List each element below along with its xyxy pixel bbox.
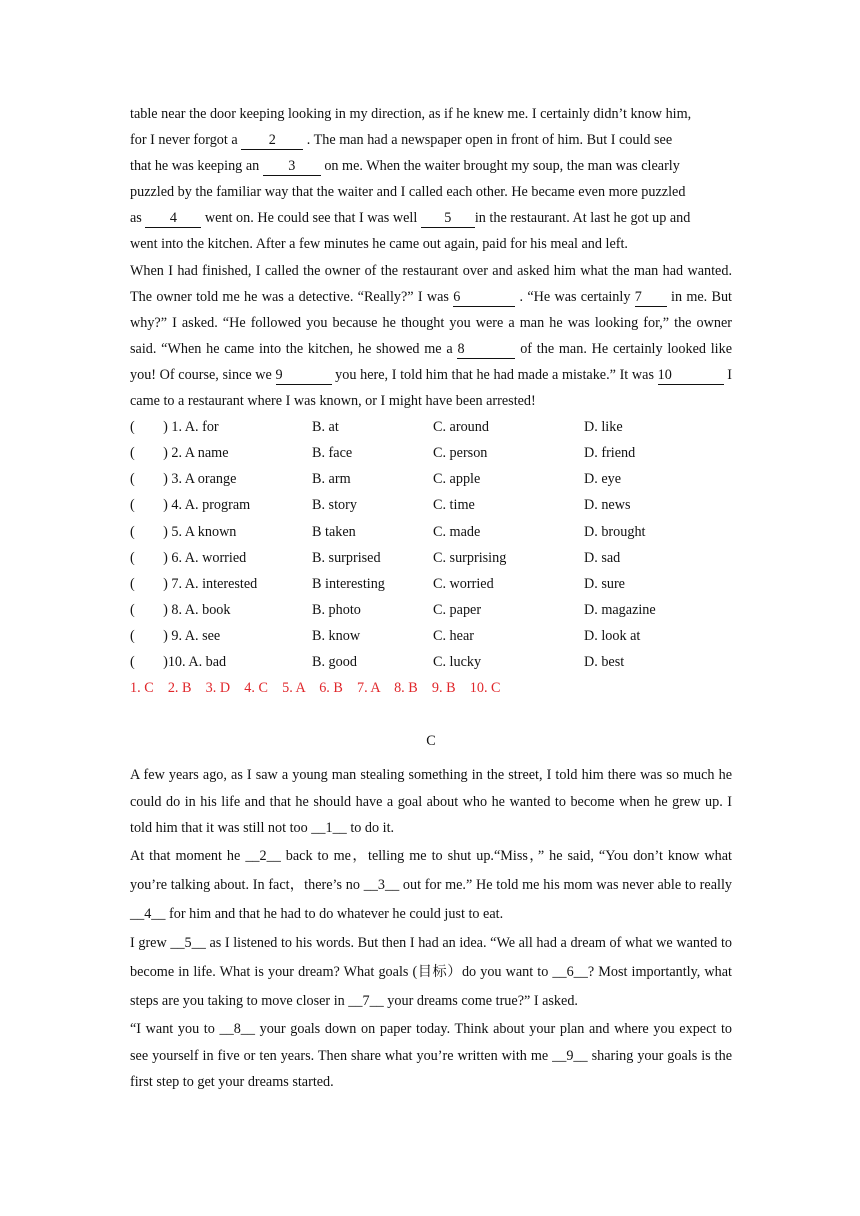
question-number: ( ) 6. A. worried bbox=[130, 549, 247, 566]
question-number: ( )10. A. bad bbox=[130, 653, 227, 670]
option-d: D. sad bbox=[584, 549, 621, 566]
blank-8: 8 bbox=[457, 340, 515, 359]
text: ? Most importantly, what steps are you taking to move closer in bbox=[130, 963, 732, 1009]
options-list bbox=[130, 414, 732, 675]
option-c: C. worried bbox=[433, 575, 494, 592]
option-row-2 bbox=[130, 440, 732, 466]
blank-4: 4 bbox=[145, 209, 201, 228]
option-row-10 bbox=[130, 649, 732, 675]
blank-2: 2 bbox=[241, 131, 303, 150]
option-d: D. sure bbox=[584, 575, 625, 592]
option-d: D. brought bbox=[584, 523, 646, 540]
text: I grew bbox=[130, 934, 171, 951]
text: as bbox=[130, 210, 146, 227]
answer-key: 1. C 2. B 3. D 4. C 5. A 6. B 7. A 8. B 9. B 10. C bbox=[130, 680, 501, 697]
option-c: C. apple bbox=[433, 471, 481, 488]
text: out for me.” He told me his mom was never able to really bbox=[399, 876, 732, 893]
passage-b-line-1 bbox=[130, 101, 732, 127]
text: in the restaurant. At last he got up and bbox=[474, 210, 691, 227]
blank-c-3: __3__ bbox=[363, 876, 400, 893]
text: table near the door keeping looking in my direction, as if he knew me. I certainly didn’t know him, bbox=[130, 106, 692, 122]
option-row-5 bbox=[130, 519, 732, 545]
option-c: C. person bbox=[433, 445, 488, 462]
option-d: D. friend bbox=[584, 445, 636, 462]
blank-c-7: __7__ bbox=[348, 992, 384, 1009]
text: went on. He could see that I was well bbox=[201, 210, 421, 227]
blank-c-6: __6__ bbox=[552, 963, 588, 980]
option-row-7 bbox=[130, 571, 732, 597]
question-number: ( ) 9. A. see bbox=[130, 627, 221, 644]
option-d: D. eye bbox=[584, 471, 622, 488]
document-page bbox=[130, 101, 732, 1096]
text: to do it. bbox=[346, 820, 395, 837]
passage-c bbox=[130, 762, 732, 1096]
option-c: C. surprising bbox=[433, 549, 507, 566]
text: that he was keeping an bbox=[130, 158, 263, 175]
text: . The man had a newspaper open in front of him. But I could see bbox=[303, 132, 673, 149]
option-b: B. at bbox=[312, 419, 339, 436]
option-d: D. best bbox=[584, 653, 625, 670]
passage-c-paragraph-1 bbox=[130, 762, 732, 842]
option-b: B. know bbox=[312, 627, 361, 644]
text: in me. But why?” I asked. “He followed you because he thought you were a man he was looking for,” the owner said. “When he came into the kitchen, he showed me a bbox=[130, 288, 732, 357]
text: as I listened to his words. But then I had an idea. “We all had a dream of what we wanted to become in life. What is your dream? What goals (目标）do you want to bbox=[130, 934, 732, 980]
blank-9: 9 bbox=[276, 366, 332, 385]
text: of the man. He certainly looked like you! Of course, since we bbox=[130, 340, 733, 383]
option-c: C. time bbox=[433, 497, 475, 514]
blank-3: 3 bbox=[263, 157, 321, 176]
passage-c-paragraph-2 bbox=[130, 842, 732, 929]
text: your goals down on paper today. Think about your plan and where you expect to see yourself in five or ten years. Then share what you’re written with me bbox=[130, 1020, 732, 1064]
question-number: ( ) 1. A. for bbox=[130, 419, 219, 436]
text: went into the kitchen. After a few minutes he came out again, paid for his meal and left. bbox=[130, 236, 628, 253]
option-d: D. like bbox=[584, 419, 623, 436]
question-number: ( ) 3. A orange bbox=[130, 471, 237, 488]
question-number: ( ) 2. A name bbox=[130, 445, 229, 462]
option-row-1 bbox=[130, 414, 732, 440]
text: back to me，telling me to shut up.“Miss，” he said, “You don’t know what you’re talking about. In fact，there’s no bbox=[130, 847, 732, 893]
text: . “He was certainly bbox=[515, 288, 635, 305]
option-b: B. face bbox=[312, 445, 353, 462]
blank-c-4: __4__ bbox=[130, 905, 166, 922]
text: puzzled by the familiar way that the waiter and I called each other. He became even more puzzled bbox=[130, 184, 686, 201]
passage-b-line-3 bbox=[130, 153, 732, 179]
blank-10: 10 bbox=[658, 366, 724, 385]
blank-7: 7 bbox=[635, 288, 667, 307]
option-c: C. made bbox=[433, 523, 481, 540]
blank-6: 6 bbox=[453, 288, 515, 307]
text: you here, I told him that he had made a mistake.” It was bbox=[331, 366, 658, 383]
option-b: B. story bbox=[312, 497, 357, 514]
option-c: C. lucky bbox=[433, 653, 482, 670]
option-d: D. magazine bbox=[584, 601, 656, 618]
text: At that moment he bbox=[130, 847, 246, 864]
option-row-3 bbox=[130, 466, 732, 492]
text: “I want you to bbox=[130, 1020, 220, 1037]
option-row-9 bbox=[130, 623, 732, 649]
option-row-4 bbox=[130, 492, 732, 518]
option-b: B. arm bbox=[312, 471, 351, 488]
passage-b-line-2 bbox=[130, 127, 732, 153]
text: for him and that he had to do whatever he could just to eat. bbox=[165, 905, 504, 922]
passage-c-paragraph-3 bbox=[130, 929, 732, 1016]
option-b: B. surprised bbox=[312, 549, 381, 566]
passage-b-line-5 bbox=[130, 205, 732, 231]
option-d: D. look at bbox=[584, 627, 641, 644]
question-number: ( ) 8. A. book bbox=[130, 601, 231, 618]
text: for I never forgot a bbox=[130, 132, 242, 149]
text: When I had finished, I called the owner of the restaurant over and asked him what the man had wanted. The owner told me he was a detective. “Really?” I was bbox=[130, 262, 732, 305]
question-number: ( ) 4. A. program bbox=[130, 497, 251, 514]
text: A few years ago, as I saw a young man stealing something in the street, I told him there was so much he could do in his life and that he should have a goal about who he wanted to become when he grew up. I told him that it was still not too bbox=[130, 767, 732, 837]
option-c: C. paper bbox=[433, 601, 482, 618]
option-row-6 bbox=[130, 545, 732, 571]
option-b: B. good bbox=[312, 653, 357, 670]
passage-c-paragraph-4 bbox=[130, 1016, 732, 1096]
option-b: B interesting bbox=[312, 575, 385, 592]
option-b: B taken bbox=[312, 523, 356, 540]
blank-c-8: __8__ bbox=[219, 1020, 255, 1037]
passage-b-line-6 bbox=[130, 231, 732, 257]
blank-c-5: __5__ bbox=[170, 934, 206, 951]
section-title-c: C bbox=[426, 733, 436, 750]
option-d: D. news bbox=[584, 497, 631, 514]
option-b: B. photo bbox=[312, 601, 361, 618]
question-number: ( ) 7. A. interested bbox=[130, 575, 258, 592]
blank-c-1: __1__ bbox=[311, 820, 347, 837]
text: your dreams come true?” I asked. bbox=[383, 992, 578, 1009]
text: on me. When the waiter brought my soup, the man was clearly bbox=[320, 158, 680, 175]
text: sharing your goals is the first step to get your dreams started. bbox=[130, 1047, 732, 1091]
option-c: C. around bbox=[433, 419, 489, 436]
passage-b-paragraph-2 bbox=[130, 258, 732, 415]
blank-5: 5 bbox=[421, 209, 475, 228]
option-c: C. hear bbox=[433, 627, 474, 644]
text: I came to a restaurant where I was known, or I might have been arrested! bbox=[130, 366, 733, 410]
option-row-8 bbox=[130, 597, 732, 623]
blank-c-9: __9__ bbox=[552, 1047, 588, 1064]
passage-b-line-4 bbox=[130, 179, 732, 205]
question-number: ( ) 5. A known bbox=[130, 523, 237, 540]
blank-c-2: __2__ bbox=[245, 847, 281, 864]
